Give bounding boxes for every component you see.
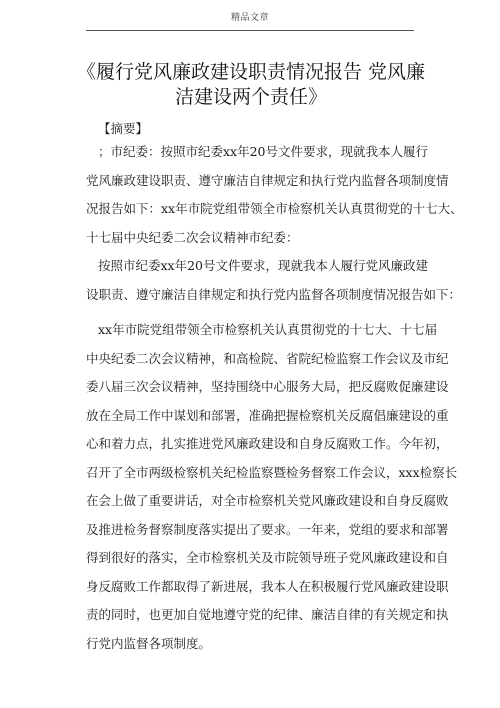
paragraph-line: 得到很好的落实，全市检察机关及市院领导班子党风廉政建设和自 (86, 550, 449, 565)
paragraph-line: 在会上做了重要讲话，对全市检察机关党风廉政建设和自身反腐败 (86, 493, 449, 508)
page-header (0, 0, 500, 40)
paragraph-body (86, 316, 458, 658)
paragraph-line: 设职责、遵守廉洁自律规定和执行党内监督各项制度情况报告如下： (86, 286, 462, 302)
header-divider (86, 30, 414, 31)
paragraph-line: ；市纪委：按照市纪委xx年20号文件要求，现就我本人履行 (98, 144, 429, 159)
paragraph-line: 党风廉政建设职责、遵守廉洁自律规定和执行党内监督各项制度情 (86, 172, 449, 188)
paragraph-line: 责的同时，也更加自觉地遵守党的纪律、廉洁自律的有关规定和执 (86, 607, 449, 622)
paragraph-summary (86, 252, 462, 309)
paragraph-line: 放在全局工作中谋划和部署，准确把握检察机关反腐倡廉建设的重 (86, 407, 449, 423)
paragraph-line: 中央纪委二次会议精神，和高检院、省院纪检监察工作会议及市纪 (86, 350, 449, 366)
paragraph-line: 心和着力点，扎实推进党风廉政建设和自身反腐败工作。今年初， (86, 436, 449, 451)
title-line: 《履行党风廉政建设职责情况报告 党风廉 (76, 61, 426, 83)
paragraph-line: xx年市院党组带领全市检察机关认真贯彻党的十七大、十七届 (98, 322, 438, 337)
paragraph-line: 按照市纪委xx年20号文件要求，现就我本人履行党风廉政建 (98, 258, 429, 273)
title-line: 洁建设两个责任》 (174, 86, 327, 108)
paragraph-line: 委八届三次会议精神，坚持围绕中心服务大局，把反腐败促廉建设 (86, 379, 449, 394)
document-title (76, 60, 426, 110)
paragraph-line: 行党内监督各项制度。 (86, 635, 212, 651)
header-text: 精品文章 (230, 13, 269, 23)
paragraph-line: 及推进检务督察制度落实提出了要求。一年来，党组的要求和部署 (86, 521, 449, 537)
paragraph-line: 十七届中央纪委二次会议精神市纪委： (86, 229, 299, 245)
paragraph-intro (86, 138, 463, 252)
abstract-label: 【摘要】 (98, 121, 149, 136)
paragraph-line: 召开了全市两级检察机关纪检监察暨检务督察工作会议，xxx检察长 (86, 464, 458, 480)
paragraph-line: 况报告如下：xx年市院党组带领全市检察机关认真贯彻党的十七大、 (86, 201, 463, 216)
paragraph-line: 身反腐败工作都取得了新进展，我本人在积极履行党风廉政建设职 (86, 578, 449, 594)
